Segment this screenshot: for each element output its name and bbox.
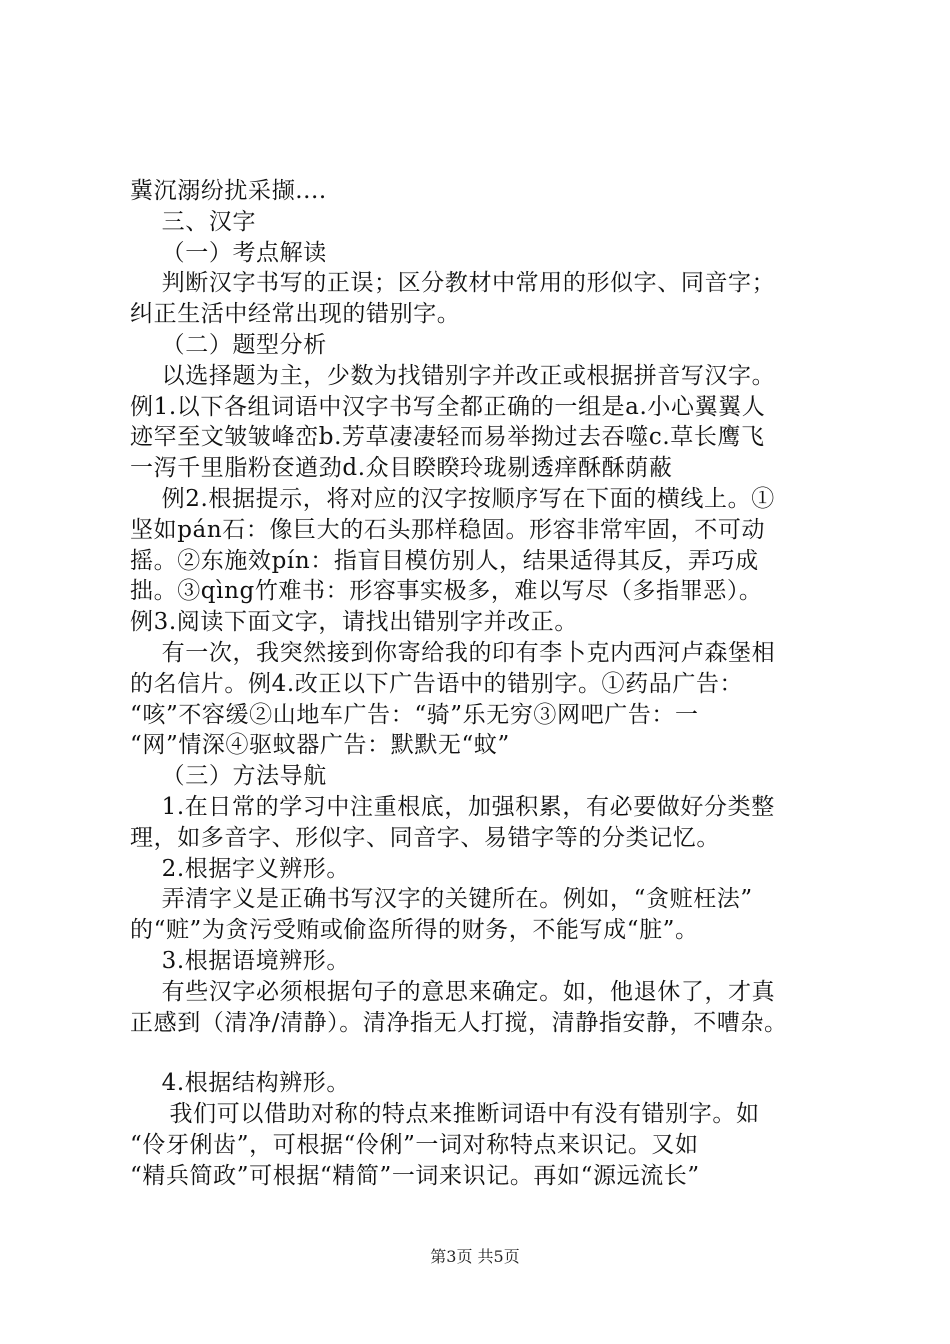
subsection-heading: （二）题型分析	[130, 331, 327, 358]
text-line: 弄清字义是正确书写汉字的关键所在。例如，“贪赃枉法”	[130, 886, 753, 913]
page-footer: 第3页 共5页	[430, 1247, 520, 1266]
text-line: 例3.阅读下面文字，请找出错别字并改正。	[130, 609, 578, 636]
text-line: “精兵简政”可根据“精简”一词来识记。再如“源远流长”	[130, 1162, 700, 1189]
text-line: 例1.以下各组词语中汉字书写全都正确的一组是a.小心翼翼人	[130, 393, 766, 420]
document-body	[130, 176, 852, 1192]
text-line: 迹罕至文皱皱峰峦b.芳草凄凄轻而易举拗过去吞噬c.草长鹰飞	[130, 424, 765, 451]
text-line: 以选择题为主，少数为找错别字并改正或根据拼音写汉字。	[130, 362, 776, 389]
text-line: 纠正生活中经常出现的错别字。	[130, 301, 461, 328]
text-line: 例2.根据提示，将对应的汉字按顺序写在下面的横线上。①	[130, 485, 775, 512]
section-heading: 三、汉字	[130, 208, 257, 235]
text-line: 1.在日常的学习中注重根底，加强积累，有必要做好分类整	[130, 793, 775, 820]
text-line: 拙。③qìng竹难书：形容事实极多，难以写尽（多指罪恶）。	[130, 578, 763, 605]
subsection-heading: （三）方法导航	[130, 763, 327, 790]
text-line: 有一次，我突然接到你寄给我的印有李卜克内西河卢森堡相	[130, 639, 776, 666]
text-line: 坚如pán石：像巨大的石头那样稳固。形容非常牢固，不可动	[130, 516, 766, 543]
text-line: 有些汉字必须根据句子的意思来确定。如，他退休了，才真	[130, 978, 776, 1005]
text-line: 正感到（清净/清静）。清净指无人打搅，清静指安静，不嘈杂。	[130, 1009, 788, 1036]
text-line: “伶牙俐齿”，可根据“伶俐”一词对称特点来识记。又如	[130, 1131, 699, 1158]
paragraph-gap	[130, 1038, 852, 1068]
text-line: 一泻千里脂粉奁遒劲d.众目睽睽玲珑剔透痒酥酥荫蔽	[130, 455, 673, 482]
text-line: 的“赃”为贪污受贿或偷盗所得的财务，不能写成“脏”。	[130, 917, 699, 944]
text-line: 冀沉溺纷扰采撷....	[130, 178, 327, 204]
text-line: 我们可以借助对称的特点来推断词语中有没有错别字。如	[130, 1101, 760, 1128]
text-line: 摇。②东施效pín：指盲目模仿别人，结果适得其反，弄巧成	[130, 547, 759, 574]
subsection-heading: （一）考点解读	[130, 239, 327, 266]
text-line: 判断汉字书写的正误；区分教材中常用的形似字、同音字；	[130, 270, 776, 297]
text-line: 2.根据字义辨形。	[130, 855, 350, 882]
text-line: 4.根据结构辨形。	[130, 1070, 350, 1097]
text-line: 理，如多音字、形似字、同音字、易错字等的分类记忆。	[130, 824, 720, 851]
text-line: 3.根据语境辨形。	[130, 947, 350, 974]
text-line: “咳”不容缓②山地车广告：“骑”乐无穷③网吧广告：一	[130, 701, 699, 728]
text-line: 的名信片。例4.改正以下广告语中的错别字。①药品广告：	[130, 670, 744, 697]
text-line: “网”情深④驱蚊器广告：默默无“蚊”	[130, 732, 510, 759]
